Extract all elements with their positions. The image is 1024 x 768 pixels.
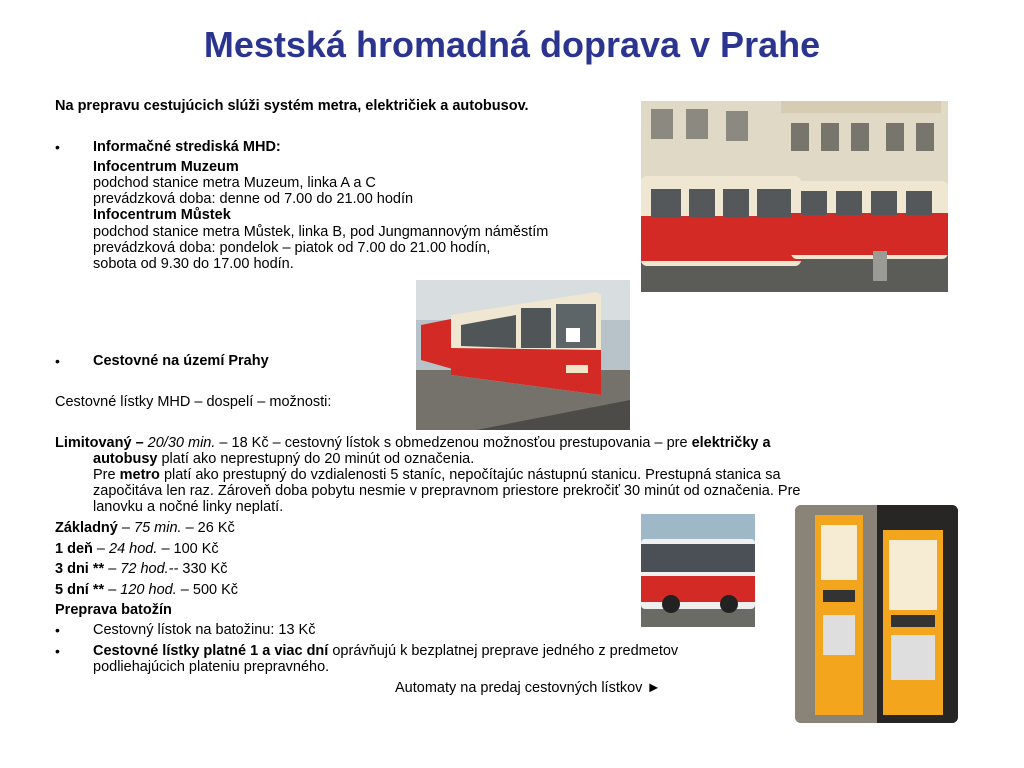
limited-text-1: – 18 Kč – cestovný lístok s obmedzenou možnosťou prestupovania – pre: [219, 435, 688, 451]
limited-duration: 20/30 min.: [147, 435, 216, 451]
fare-duration: 72 hod.--: [120, 561, 179, 577]
muzeum-hours: prevádzková doba: denne od 7.00 do 21.00 hodín: [93, 191, 414, 207]
fare-row: [55, 520, 235, 537]
travel-heading: Cestovné na území Prahy: [93, 353, 269, 369]
page-title: Mestská hromadná doprava v Prahe: [203, 24, 821, 65]
limited-line-2: [93, 451, 474, 468]
mustek-address: podchod stanice metra Můstek, linka B, pod Jungmannovým náměstím: [93, 224, 549, 240]
fare-row: [55, 541, 219, 558]
limited-text-4: platí ako prestupný do vzdialenosti 5 staníc, nepočítajúc nástupnú stanicu. Prestupná stanica sa: [163, 467, 781, 483]
bullet: •: [55, 622, 60, 638]
luggage-item-1: Cestovný lístok na batožinu: 13 Kč: [93, 622, 316, 638]
luggage-item-2-rest: oprávňujú k bezplatnej preprave jedného z predmetov: [332, 643, 679, 659]
limited-text-2: platí ako neprestupný do 20 minút od označenia.: [161, 451, 475, 467]
muzeum-name: Infocentrum Muzeum: [93, 159, 239, 175]
photo-ticket-machines: [795, 505, 958, 723]
fare-label: 1 deň: [55, 541, 93, 557]
fare-row: [55, 582, 238, 599]
fare-price: 330 Kč: [182, 561, 228, 577]
machines-caption: Automaty na predaj cestovných lístkov ►: [395, 680, 661, 696]
limited-line-5: lanovku a nočné linky neplatí.: [93, 499, 284, 515]
fare-price: – 100 Kč: [161, 541, 219, 557]
luggage-item-2-line-2: podliehajúcich plateniu prepravného.: [93, 659, 330, 675]
luggage-item-2: [93, 643, 678, 660]
bullet: •: [55, 353, 60, 369]
limited-bold-1: električky a: [691, 435, 771, 451]
fare-row: [55, 561, 228, 578]
limited-text-3: Pre: [93, 467, 116, 483]
info-heading: Informačné strediská MHD:: [93, 139, 281, 155]
fare-duration: 120 hod.: [120, 582, 177, 598]
limited-bold-3: metro: [119, 467, 160, 483]
limited-bold-2: autobusy: [93, 451, 158, 467]
photo-bus: [641, 514, 755, 627]
intro-text: Na prepravu cestujúcich slúži systém metra, električiek a autobusov.: [55, 98, 529, 114]
fare-label: 3 dni **: [55, 561, 105, 577]
mustek-hours-2: sobota od 9.30 do 17.00 hodín.: [93, 256, 294, 272]
fare-price: – 500 Kč: [180, 582, 239, 598]
mustek-name: Infocentrum Můstek: [93, 207, 231, 223]
fare-label: Základný: [55, 520, 118, 536]
limited-line-1: [55, 435, 771, 452]
fare-sep: –: [108, 582, 117, 598]
fare-price: – 26 Kč: [185, 520, 235, 536]
bullet: •: [55, 643, 60, 659]
limited-label: Limitovaný –: [55, 435, 144, 451]
fare-sep: –: [121, 520, 130, 536]
bullet: •: [55, 139, 60, 155]
fare-sep: –: [108, 561, 117, 577]
muzeum-address: podchod stanice metra Muzeum, linka A a C: [93, 175, 376, 191]
tickets-intro: Cestovné lístky MHD – dospelí – možnosti:: [55, 394, 332, 410]
fare-duration: 24 hod.: [109, 541, 158, 557]
fare-duration: 75 min.: [134, 520, 182, 536]
photo-tram-closeup: [416, 280, 630, 430]
luggage-item-2-bold: Cestovné lístky platné 1 a viac dní: [93, 643, 329, 659]
limited-line-3: [93, 467, 781, 484]
fare-label: 5 dní **: [55, 582, 105, 598]
luggage-heading: Preprava batožín: [55, 602, 172, 618]
photo-trams-street: [641, 101, 948, 292]
fare-sep: –: [96, 541, 105, 557]
mustek-hours-1: prevádzková doba: pondelok – piatok od 7.00 do 21.00 hodín,: [93, 240, 491, 256]
limited-line-4: započitáva len raz. Zároveň doba pobytu nesmie v prepravnom priestore prekročiť 30 minút od označenia. Pre: [93, 483, 801, 499]
